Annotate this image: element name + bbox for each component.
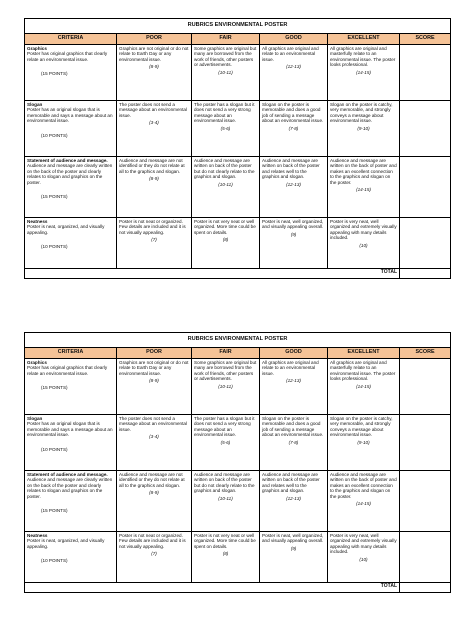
criterion-points: (10 POINTS) (41, 244, 68, 250)
excellent-description: Poster is very neat, well organized and extremely visually appealing with many details included. (330, 533, 397, 555)
good-score-range: (12-13) (286, 64, 301, 70)
poor-score-range: (8-9) (149, 490, 159, 496)
header-good: GOOD (260, 348, 328, 359)
fair-score-range: (5-6) (220, 125, 231, 131)
score-entry-cell[interactable] (400, 218, 451, 269)
score-entry-cell[interactable] (400, 359, 451, 415)
good-description: Slogan on the poster is memorable and does a good job of sending a message about an environmental issue. (262, 102, 324, 124)
score-entry-cell[interactable] (400, 101, 451, 157)
criterion-cell (25, 415, 117, 471)
criterion-name: Graphics (27, 360, 47, 365)
fair-cell (192, 218, 260, 269)
total-score-cell[interactable] (400, 583, 451, 593)
fair-description: Audience and message are written on back of the poster but do not clearly relate to the graphics and slogan. (194, 158, 255, 180)
fair-score-range: (5-6) (220, 439, 231, 445)
good-cell (260, 415, 328, 471)
poor-cell (117, 471, 192, 532)
fair-cell (192, 415, 260, 471)
excellent-cell (328, 532, 400, 583)
poor-score-range: (3-4) (149, 120, 159, 126)
poor-score-range: (8-9) (149, 64, 159, 70)
score-entry-cell[interactable] (400, 532, 451, 583)
excellent-description: Audience and message are written on the back of poster and makes an excellent connection to the graphics and slogan on the poster. (330, 472, 397, 499)
fair-score-range: (8) (222, 237, 229, 243)
fair-description: The poster has a slogan but it does not send a very strong message about an environmental issue. (194, 416, 255, 438)
criterion-name: Slogan (27, 102, 43, 107)
good-cell (260, 157, 328, 218)
score-entry-cell[interactable] (400, 45, 451, 101)
good-score-range: (12-13) (286, 378, 301, 384)
header-score: SCORE (400, 34, 451, 45)
good-score-range: (7-8) (288, 439, 299, 445)
criterion-description: Audience and message are clearly written on the back of the poster and clearly relates to slogan and graphics on the poster. (27, 477, 113, 499)
fair-description: Poster is not very neat or well organized. More time could be spent on details. (194, 219, 256, 235)
excellent-description: All graphics are original and masterfully relate to an environmental issue. The poster looks professional. (330, 360, 396, 382)
excellent-score-range: (14-15) (356, 187, 371, 193)
good-description: Slogan on the poster is memorable and does a good job of sending a message about an environmental issue. (262, 416, 324, 438)
fair-score-range: (10-11) (218, 69, 233, 75)
criterion-name: Graphics (27, 46, 47, 51)
rubric-table (24, 18, 451, 279)
criterion-cell (25, 101, 117, 157)
poor-score-range: (8-9) (149, 176, 159, 182)
header-fair: FAIR (192, 348, 260, 359)
excellent-cell (328, 415, 400, 471)
criterion-points: (15 POINTS) (41, 71, 68, 77)
criterion-cell (25, 218, 117, 269)
good-description: All graphics are original and relate to an environmental issue. (262, 360, 319, 376)
good-score-range: (12-13) (286, 181, 301, 187)
header-row (25, 34, 451, 45)
poor-cell (117, 359, 192, 415)
total-row (25, 583, 451, 593)
excellent-description: Slogan on the poster is catchy, very memorable, and strongly conveys a message about environmental issue. (330, 416, 393, 438)
total-score-cell[interactable] (400, 269, 451, 279)
criterion-points: (10 POINTS) (41, 132, 68, 138)
fair-cell (192, 101, 260, 157)
header-excellent: EXCELLENT (328, 348, 400, 359)
poor-score-range: (3-4) (149, 434, 159, 440)
poor-cell (117, 415, 192, 471)
poor-cell (117, 101, 192, 157)
rubric-sheet-2 (24, 332, 450, 593)
fair-score-range: (10-11) (218, 495, 233, 501)
criterion-description: Poster has an original slogan that is memorable and says a message about an environmental issue. (27, 107, 113, 124)
excellent-description: Slogan on the poster is catchy, very memorable, and strongly conveys a message about environmental issue. (330, 102, 393, 124)
criterion-cell (25, 45, 117, 101)
poor-description: The poster does not send a message about an environmental issue. (119, 102, 187, 118)
rubric-table (24, 332, 451, 593)
criterion-points: (10 POINTS) (41, 558, 68, 564)
criterion-description: Poster is neat, organized, and visually appealing. (27, 538, 105, 549)
criterion-row (25, 45, 451, 101)
good-score-range: (12-13) (286, 495, 301, 501)
excellent-cell (328, 471, 400, 532)
fair-score-range: (10-11) (218, 383, 233, 389)
excellent-score-range: (10) (359, 242, 368, 248)
header-criteria: CRITERIA (25, 34, 117, 45)
excellent-score-range: (10) (359, 556, 368, 562)
fair-description: Some graphics are original but many are borrowed from the work of friends, other posters or advertisements. (194, 46, 257, 68)
fair-score-range: (10-11) (218, 181, 233, 187)
score-entry-cell[interactable] (400, 415, 451, 471)
criterion-points: (15 POINTS) (41, 194, 68, 200)
good-cell (260, 532, 328, 583)
fair-cell (192, 532, 260, 583)
total-label: TOTAL (25, 583, 400, 593)
poor-cell (117, 532, 192, 583)
score-entry-cell[interactable] (400, 471, 451, 532)
total-label: TOTAL (25, 269, 400, 279)
criterion-points: (10 POINTS) (41, 446, 68, 452)
good-cell (260, 101, 328, 157)
header-row (25, 348, 451, 359)
header-poor: POOR (117, 34, 192, 45)
criterion-row (25, 471, 451, 532)
criterion-description: Audience and message are clearly written on the back of the poster and clearly relates to slogan and graphics on the poster. (27, 163, 113, 185)
fair-score-range: (8) (222, 551, 229, 557)
criterion-row (25, 415, 451, 471)
rubric-sheet-1 (24, 18, 450, 279)
total-row (25, 269, 451, 279)
poor-description: The poster does not send a message about an environmental issue. (119, 416, 187, 432)
criterion-name: Neatness (27, 219, 48, 224)
criterion-row (25, 101, 451, 157)
criterion-cell (25, 532, 117, 583)
poor-score-range: (7) (151, 551, 157, 557)
criterion-description: Poster has original graphics that clearly relate an environmental issue. (27, 365, 108, 376)
header-good: GOOD (260, 34, 328, 45)
poor-description: Poster is not neat or organized. Few details are included and it is not visually appealing. (119, 219, 186, 235)
good-description: Audience and message are written on back of the poster and relates well to the graphics and slogan. (262, 158, 320, 180)
excellent-cell (328, 218, 400, 269)
good-description: Audience and message are written on back of the poster and relates well to the graphics and slogan. (262, 472, 320, 494)
criterion-description: Poster has original graphics that clearly relate an environmental issue. (27, 51, 108, 62)
criterion-cell (25, 157, 117, 218)
excellent-description: All graphics are original and masterfully relate to an environmental issue. The poster looks professional. (330, 46, 396, 68)
good-description: Poster is neat, well organized, and visually appealing overall. (262, 533, 324, 544)
criterion-name: Statement of audience and message. (27, 158, 108, 163)
excellent-score-range: (14-15) (356, 501, 371, 507)
excellent-cell (328, 359, 400, 415)
poor-cell (117, 218, 192, 269)
good-description: Poster is neat, well organized, and visually appealing overall. (262, 219, 324, 230)
criterion-cell (25, 359, 117, 415)
fair-description: Audience and message are written on back of the poster but do not clearly relate to the graphics and slogan. (194, 472, 255, 494)
criterion-name: Neatness (27, 533, 48, 538)
good-cell (260, 471, 328, 532)
criterion-row (25, 218, 451, 269)
header-criteria: CRITERIA (25, 348, 117, 359)
poor-description: Graphics are not original or do not relate to Earth Day or any environmental issue. (119, 46, 189, 62)
excellent-score-range: (14-15) (356, 69, 371, 75)
excellent-description: Poster is very neat, well organized and extremely visually appealing with many details included. (330, 219, 397, 241)
fair-cell (192, 45, 260, 101)
criterion-points: (15 POINTS) (41, 385, 68, 391)
criterion-name: Statement of audience and message. (27, 472, 108, 477)
excellent-cell (328, 157, 400, 218)
poor-cell (117, 157, 192, 218)
poor-cell (117, 45, 192, 101)
poor-description: Graphics are not original or do not relate to Earth Day or any environmental issue. (119, 360, 189, 376)
excellent-cell (328, 45, 400, 101)
rubric-title: RUBRICS ENVIRONMENTAL POSTER (25, 333, 451, 348)
poor-description: Audience and message are not identified or they do not relate at all to the graphics and slogan. (119, 472, 185, 488)
fair-description: Some graphics are original but many are borrowed from the work of friends, other posters or advertisements. (194, 360, 257, 382)
poor-score-range: (7) (151, 237, 157, 243)
header-fair: FAIR (192, 34, 260, 45)
good-description: All graphics are original and relate to an environmental issue. (262, 46, 319, 62)
fair-cell (192, 157, 260, 218)
excellent-description: Audience and message are written on the back of poster and makes an excellent connection to the graphics and slogan on the poster. (330, 158, 397, 185)
header-excellent: EXCELLENT (328, 34, 400, 45)
good-cell (260, 45, 328, 101)
poor-description: Audience and message are not identified or they do not relate at all to the graphics and slogan. (119, 158, 185, 174)
criterion-row (25, 359, 451, 415)
good-score-range: (9) (290, 231, 297, 237)
poor-description: Poster is not neat or organized. Few details are included and it is not visually appealing. (119, 533, 186, 549)
poor-score-range: (8-9) (149, 378, 159, 384)
excellent-score-range: (9-10) (357, 439, 370, 445)
header-poor: POOR (117, 348, 192, 359)
excellent-score-range: (14-15) (356, 383, 371, 389)
excellent-score-range: (9-10) (357, 125, 370, 131)
good-cell (260, 218, 328, 269)
criterion-name: Slogan (27, 416, 43, 421)
fair-cell (192, 359, 260, 415)
criterion-description: Poster is neat, organized, and visually appealing. (27, 224, 105, 235)
header-score: SCORE (400, 348, 451, 359)
criterion-cell (25, 471, 117, 532)
fair-description: The poster has a slogan but it does not send a very strong message about an environmental issue. (194, 102, 255, 124)
excellent-cell (328, 101, 400, 157)
good-cell (260, 359, 328, 415)
score-entry-cell[interactable] (400, 157, 451, 218)
criterion-points: (15 POINTS) (41, 508, 68, 514)
good-score-range: (9) (290, 545, 297, 551)
rubric-title: RUBRICS ENVIRONMENTAL POSTER (25, 19, 451, 34)
fair-description: Poster is not very neat or well organized. More time could be spent on details. (194, 533, 256, 549)
fair-cell (192, 471, 260, 532)
criterion-row (25, 532, 451, 583)
good-score-range: (7-8) (288, 125, 299, 131)
criterion-description: Poster has an original slogan that is memorable and says a message about an environmental issue. (27, 421, 113, 438)
criterion-row (25, 157, 451, 218)
